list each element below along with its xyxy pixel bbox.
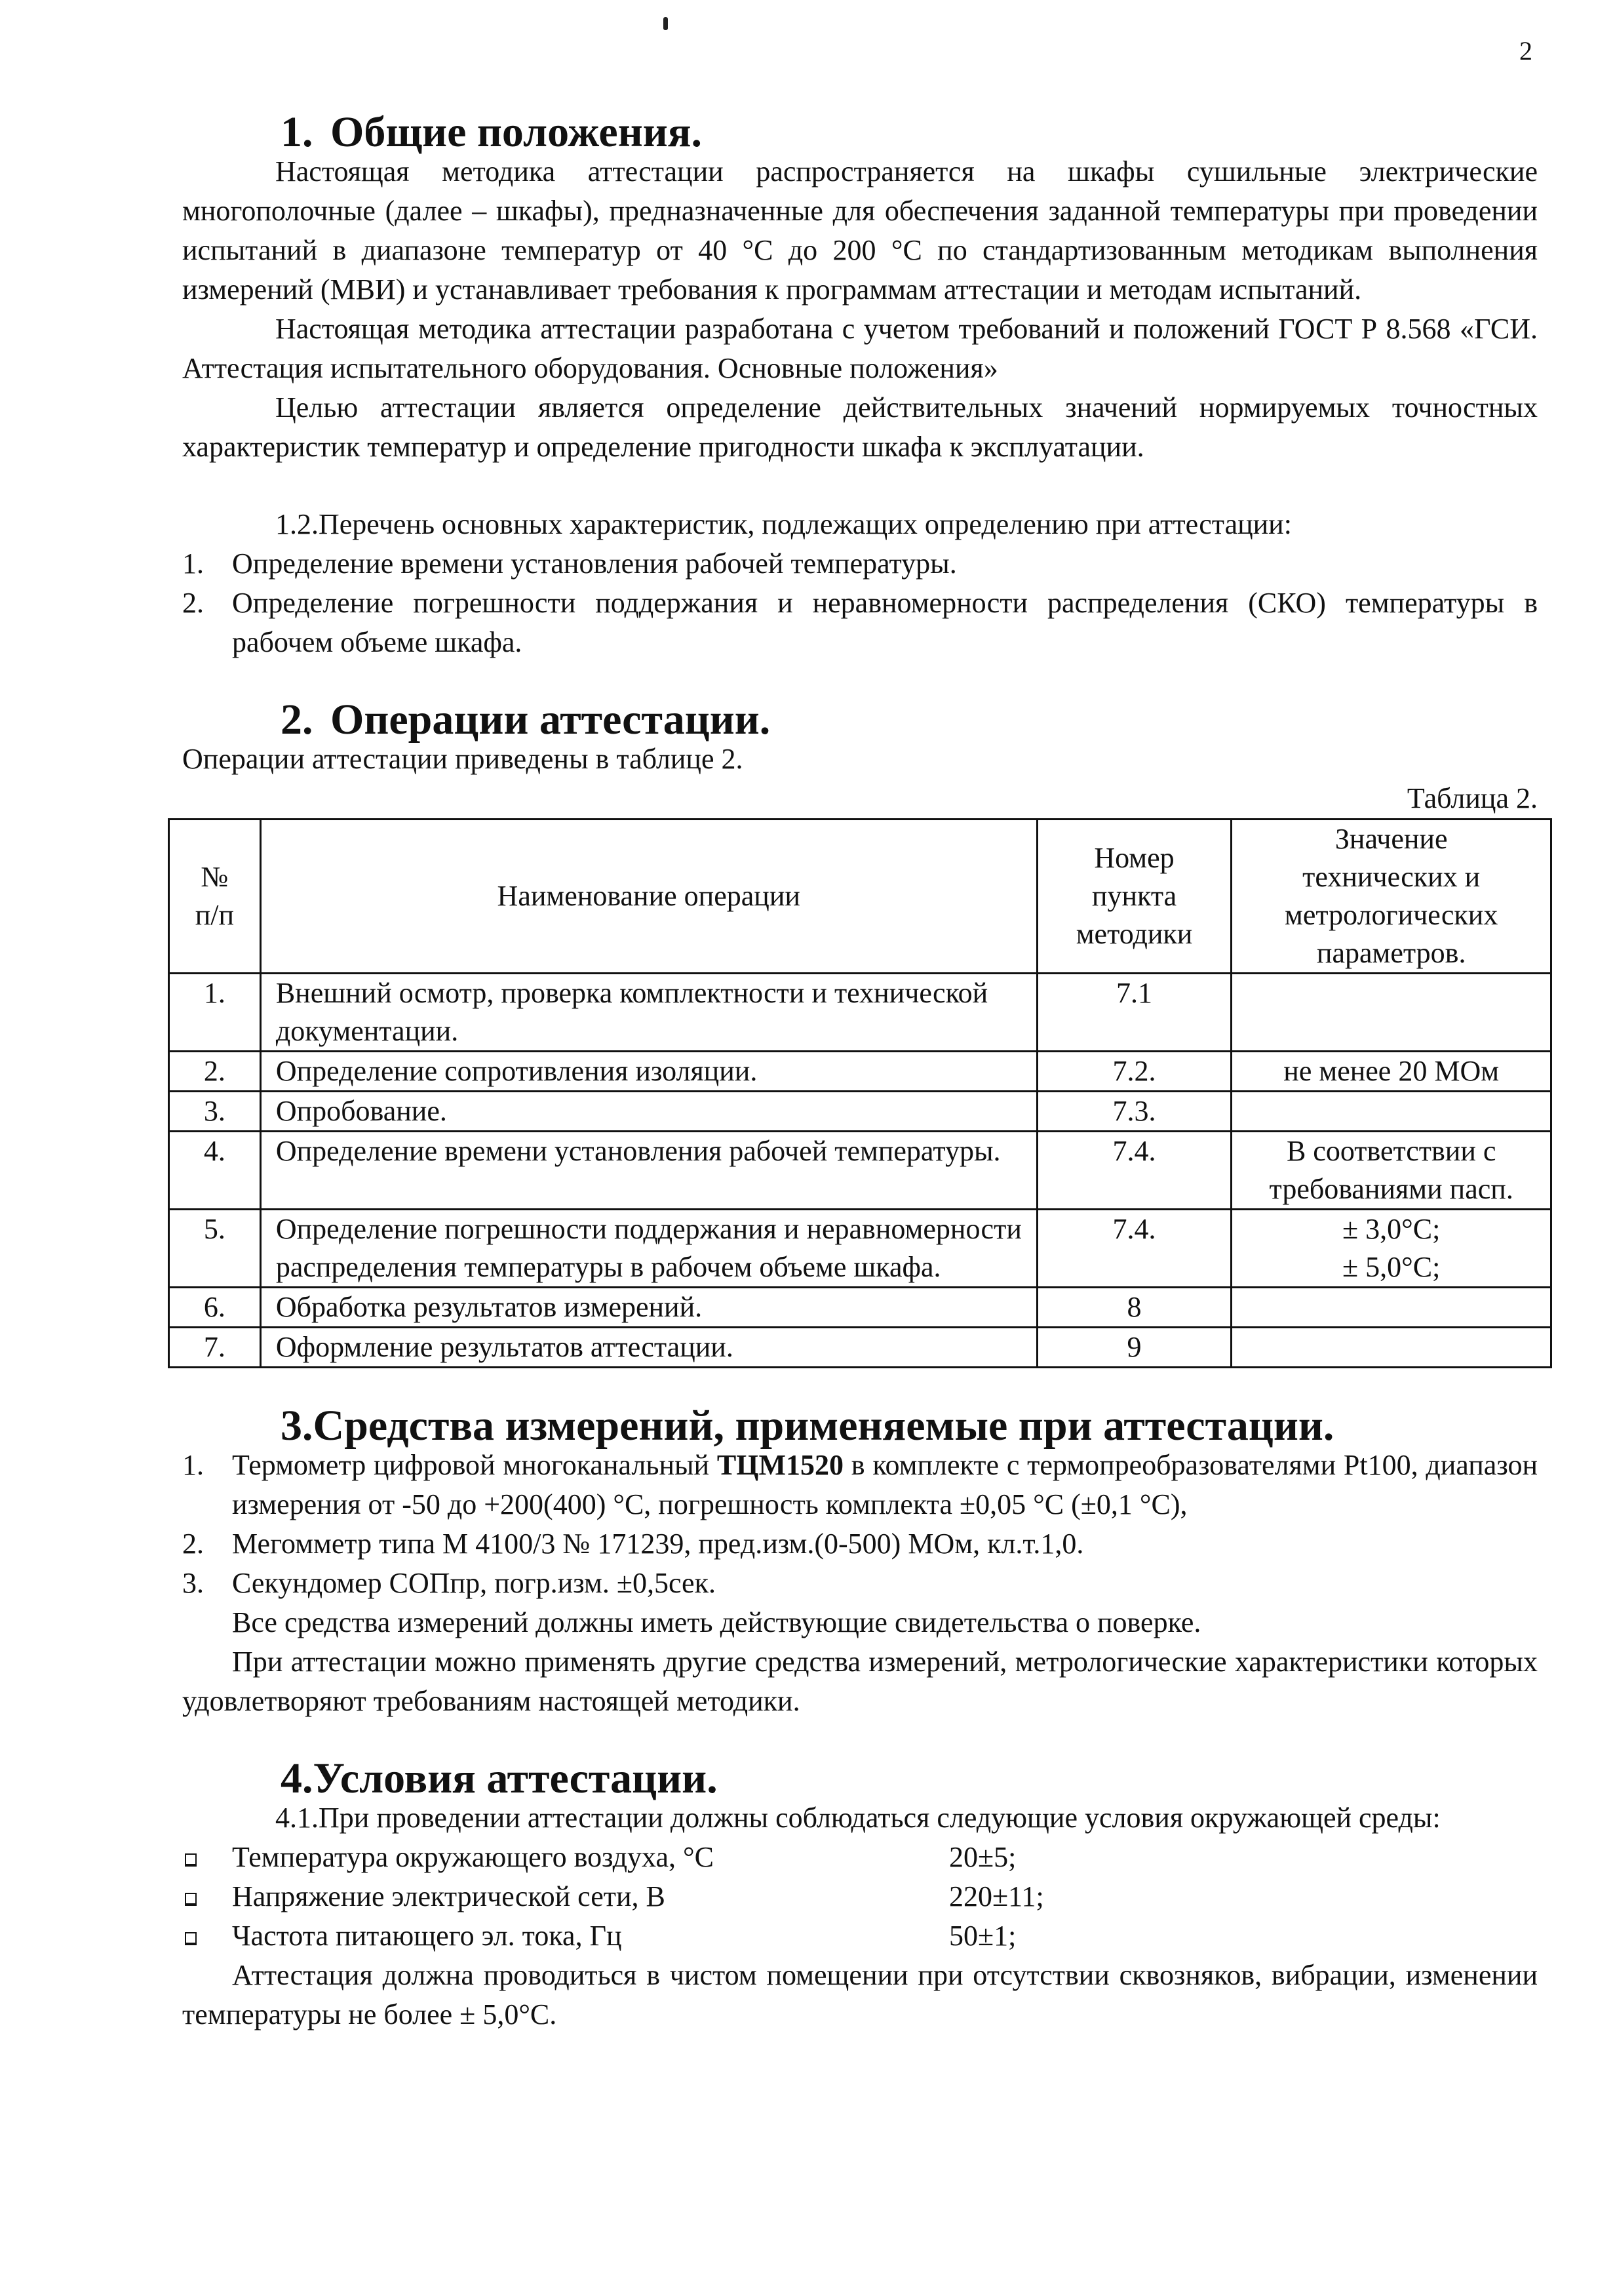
section-1-paragraph-standard: Настоящая методика аттестации разработана с учетом требований и положений ГОСТ Р 8.568 «ГСИ. Аттестация испытательного оборудования. Основные положения» [182, 313, 1538, 384]
cell-clause: 7.4. [1037, 1132, 1232, 1210]
instrument-item-megohmmeter: 2. Мегомметр типа М 4100/3 № 171239, пред.изм.(0-500) МОм, кл.т.1,0. [182, 1524, 1538, 1564]
instrument-item-thermometer: 1. Термометр цифровой многоканальный ТЦМ1520 в комплекте с термопреобразователями Pt100, диапазон измерения от -50 до +200(400) °С, погрешность комплекта ±0,05 °С (±0,1 °С), [182, 1446, 1538, 1524]
table-row [169, 1288, 1551, 1328]
table-row [169, 1052, 1551, 1092]
section-2-number: 2. [281, 696, 313, 743]
subsection-1-2-intro: 1.2.Перечень основных характеристик, подлежащих определению при аттестации: [275, 508, 1292, 540]
cell-value [1232, 1328, 1551, 1368]
checkbox-bullet-icon [185, 1932, 197, 1945]
cell-number: 5. [169, 1210, 261, 1288]
cell-clause: 9 [1037, 1328, 1232, 1368]
cell-value [1232, 1092, 1551, 1132]
list-marker: 2. [182, 587, 204, 619]
instrument-model: ТЦМ1520 [716, 1449, 844, 1481]
checkbox-bullet-icon [185, 1893, 197, 1906]
cell-clause: 8 [1037, 1288, 1232, 1328]
list-marker: 2. [182, 1528, 204, 1560]
cell-value: В соответствии с требованиями пасп. [1232, 1132, 1551, 1210]
page-number: 2 [1519, 36, 1532, 66]
scan-artifact-mark [663, 17, 668, 30]
condition-item-temperature [182, 1838, 1538, 1877]
table-row [169, 1092, 1551, 1132]
characteristics-list [182, 544, 1538, 662]
section-4-intro: 4.1.При проведении аттестации должны соблюдаться следующие условия окружающей среды: [275, 1802, 1441, 1834]
table-row [169, 974, 1551, 1052]
condition-label: Частота питающего эл. тока, Гц [232, 1920, 622, 1952]
cell-number: 4. [169, 1132, 261, 1210]
list-marker: 1. [182, 1449, 204, 1481]
operations-table [168, 818, 1552, 1368]
section-1-title: Общие положения. [330, 108, 702, 156]
characteristics-list-item [182, 584, 1538, 662]
header-parameter-values: Значение технических и метрологических параметров. [1232, 820, 1551, 974]
header-operation-name: Наименование операции [260, 820, 1037, 974]
cell-value: ± 3,0°С; ± 5,0°С; [1232, 1210, 1551, 1288]
cell-clause: 7.3. [1037, 1092, 1232, 1132]
section-1-paragraph-goal: Целью аттестации является определение действительных значений нормируемых точностных характеристик температур и определение пригодности шкафа к эксплуатации. [182, 391, 1538, 463]
measuring-instruments-list [182, 1446, 1538, 1603]
condition-value: 220±11; [949, 1880, 1044, 1912]
condition-label: Температура окружающего воздуха, °С [232, 1841, 714, 1873]
table-row [169, 1210, 1551, 1288]
list-marker: 1. [182, 547, 204, 580]
cell-operation-name: Определение погрешности поддержания и неравномерности распределения температуры в рабочем объеме шкафа. [260, 1210, 1037, 1288]
list-item-text: Определение погрешности поддержания и неравномерности распределения (СКО) температуры в рабочем объеме шкафа. [232, 587, 1538, 658]
cell-number: 6. [169, 1288, 261, 1328]
cell-clause: 7.2. [1037, 1052, 1232, 1092]
section-4-heading: 4.Условия аттестации. [281, 1754, 718, 1802]
list-marker: 3. [182, 1567, 204, 1599]
section-2-heading [182, 696, 1538, 743]
cell-value: не менее 20 МОм [1232, 1052, 1551, 1092]
table-caption: Таблица 2. [1407, 782, 1538, 814]
section-4-closing: Аттестация должна проводиться в чистом помещении при отсутствии сквозняков, вибрации, изменении температуры не более ± 5,0°С. [182, 1959, 1538, 2030]
cell-value [1232, 1288, 1551, 1328]
section-1-paragraph-scope: Настоящая методика аттестации распространяется на шкафы сушильные электрические многополочные (далее – шкафы), предназначенные для обеспечения заданной температуры при проведении испытаний в диапазоне температур от 40 °С до 200 °С по стандартизованным методикам выполнения измерений (МВИ) и устанавливает требования к программам аттестации и методам испытаний. [182, 155, 1538, 306]
cell-operation-name: Определение сопротивления изоляции. [260, 1052, 1037, 1092]
cell-number: 2. [169, 1052, 261, 1092]
cell-operation-name: Оформление результатов аттестации. [260, 1328, 1037, 1368]
table-header-row [169, 820, 1551, 974]
cell-number: 3. [169, 1092, 261, 1132]
cell-clause: 7.1 [1037, 974, 1232, 1052]
condition-item-voltage [182, 1877, 1538, 1916]
condition-value: 20±5; [949, 1841, 1017, 1873]
cell-operation-name: Внешний осмотр, проверка комплектности и технической документации. [260, 974, 1037, 1052]
characteristics-list-item [182, 544, 1538, 584]
condition-item-frequency [182, 1916, 1538, 1956]
cell-operation-name: Определение времени установления рабочей температуры. [260, 1132, 1037, 1210]
cell-value [1232, 974, 1551, 1052]
section-1-heading [182, 108, 1538, 156]
header-clause-number: Номер пункта методики [1037, 820, 1232, 974]
table-row [169, 1132, 1551, 1210]
condition-value: 50±1; [949, 1920, 1017, 1952]
cell-number: 7. [169, 1328, 261, 1368]
cell-clause: 7.4. [1037, 1210, 1232, 1288]
section-3-heading: 3.Средства измерений, применяемые при аттестации. [281, 1402, 1334, 1450]
list-item-text: Определение времени установления рабочей температуры. [232, 547, 957, 580]
instruments-alternative-note: При аттестации можно применять другие средства измерений, метрологические характеристики которых удовлетворяют требованиям настоящей методики. [182, 1646, 1538, 1717]
section-2-title: Операции аттестации. [330, 696, 771, 743]
section-2-intro: Операции аттестации приведены в таблице 2. [182, 743, 743, 775]
cell-operation-name: Опробование. [260, 1092, 1037, 1132]
instruments-verification-note: Все средства измерений должны иметь действующие свидетельства о поверке. [232, 1606, 1201, 1638]
table-row [169, 1328, 1551, 1368]
environment-conditions-list [182, 1838, 1538, 1956]
document-body [182, 108, 1538, 2034]
condition-label: Напряжение электрической сети, В [232, 1880, 665, 1912]
section-1-number: 1. [281, 108, 313, 156]
instrument-item-stopwatch: 3. Секундомер СОПпр, погр.изм. ±0,5сек. [182, 1564, 1538, 1603]
header-number: № п/п [169, 820, 261, 974]
cell-number: 1. [169, 974, 261, 1052]
cell-operation-name: Обработка результатов измерений. [260, 1288, 1037, 1328]
checkbox-bullet-icon [185, 1853, 197, 1867]
